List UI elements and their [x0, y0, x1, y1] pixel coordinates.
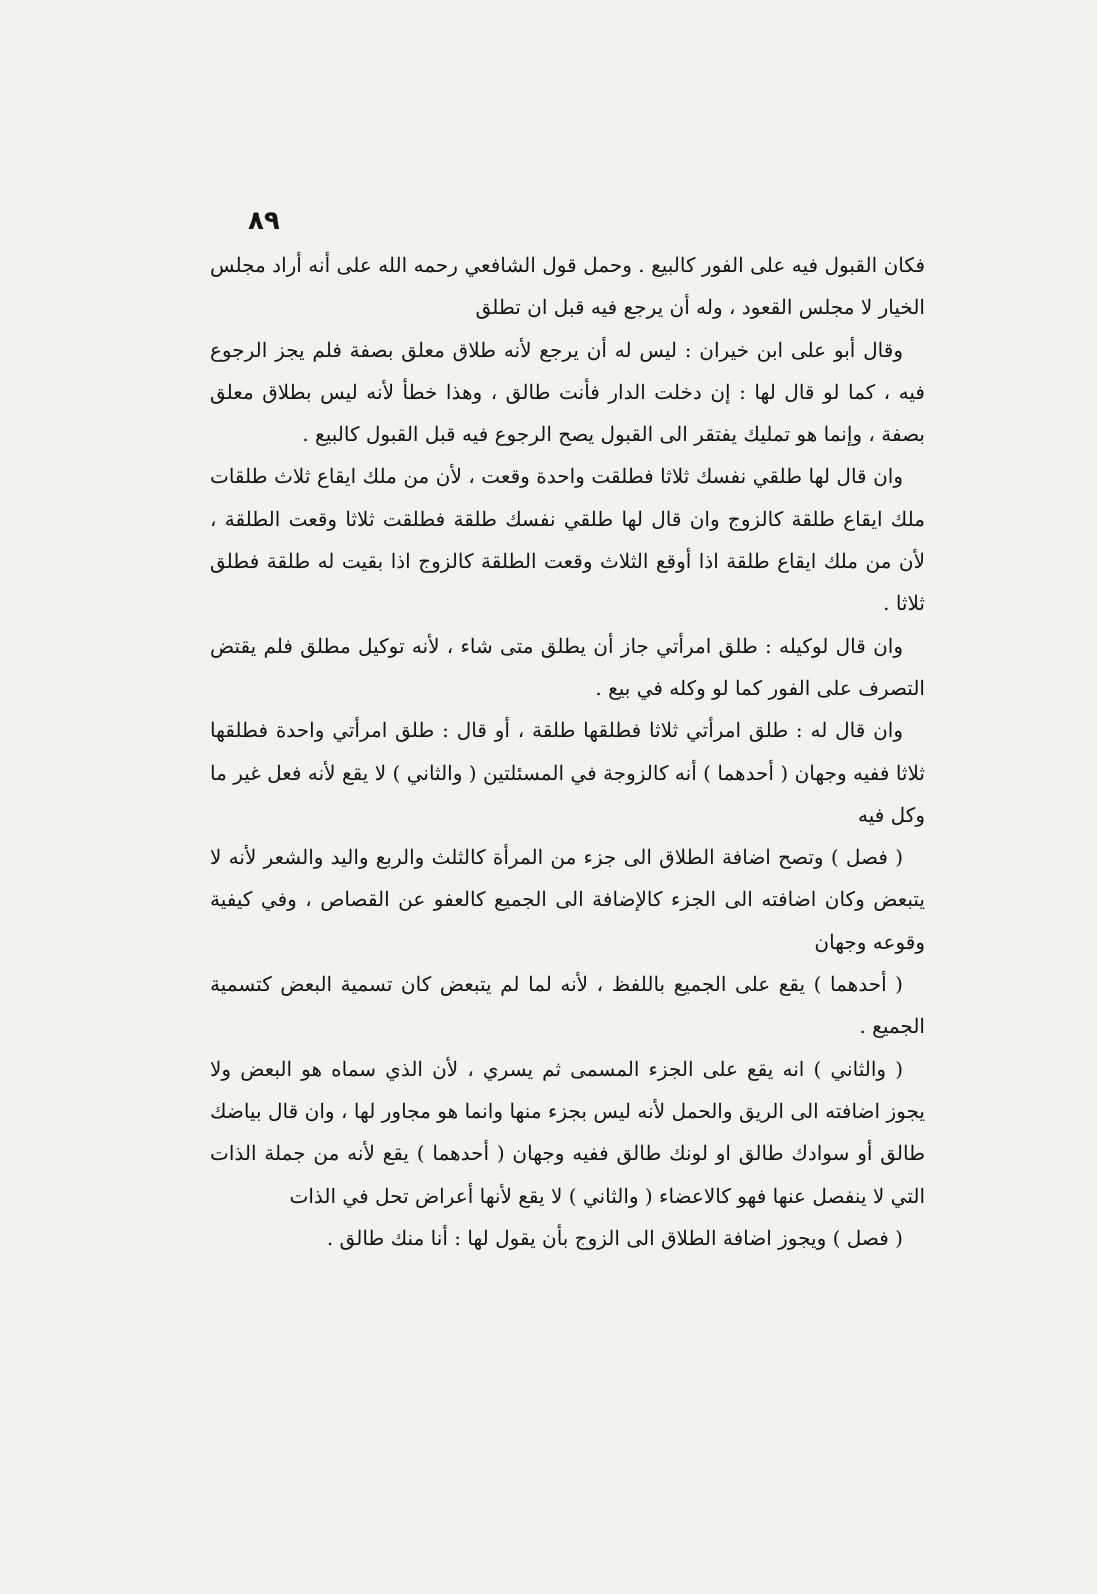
- paragraph-4: وان قال لوكيله : طلق امرأتي جاز أن يطلق متى شاء ، لأنه توكيل مطلق فلم يقتض التصرف على الفور كما لو وكله في بيع .: [210, 633, 925, 700]
- section-paragraph-2: ( فصل ) ويجوز اضافة الطلاق الى الزوج بأن يقول لها : أنا منك طالق .: [326, 1225, 903, 1250]
- paragraph-5: وان قال له : طلق امرأتي ثلاثا فطلقها طلقة ، أو قال : طلق امرأتي واحدة فطلقها ثلاثا ففيه وجهان ( أحدهما ) أنه كالزوجة في المسئلتين ( والثاني ) لا يقع لأنه فعل غير ما وكل فيه: [210, 718, 925, 827]
- paragraph-7: ( أحدهما ) يقع على الجميع باللفظ ، لأنه لما لم يتبعض كان تسمية البعض كتسمية الجميع .: [210, 972, 925, 1039]
- paragraph-8: ( والثاني ) انه يقع على الجزء المسمى ثم يسري ، لأن الذي سماه هو البعض ولا يجوز اضافته الى الريق والحمل لأنه ليس بجزء منها وانما هو مجاور لها ، وان قال بياضك طالق أو سوادك طالق او لونك طالق ففيه وجهان ( أحدهما ) يقع لأنه من جملة الذات التي لا ينفصل عنها فهو كالاعضاء ( والثاني ) لا يقع لأنها أعراض تحل في الذات: [210, 1056, 925, 1208]
- section-paragraph-1: ( فصل ) وتصح اضافة الطلاق الى جزء من المرأة كالثلث والربع واليد والشعر لأنه لا يتبعض وكان اضافته الى الجزء كالإضافة الى الجميع كالعفو عن القصاص ، وفي كيفية وقوعه وجهان: [210, 845, 925, 954]
- paragraph-2: وقال أبو على ابن خيران : ليس له أن يرجع لأنه طلاق معلق بصفة فلم يجز الرجوع فيه ، كما لو قال لها : إن دخلت الدار فأنت طالق ، وهذا خطأ لأنه ليس بطلاق معلق بصفة ، وإنما هو تمليك يفتقر الى القبول يصح الرجوع فيه قبل القبول كالبيع .: [210, 337, 925, 447]
- body-text: [210, 244, 925, 1259]
- paragraph-1: فكان القبول فيه على الفور كالبيع . وحمل قول الشافعي رحمه الله على أنه أراد مجلس الخيار لا مجلس القعود ، وله أن يرجع فيه قبل ان تطلق: [210, 253, 925, 320]
- paragraph-3: وان قال لها طلقي نفسك ثلاثا فطلقت واحدة وقعت ، لأن من ملك ايقاع ثلاث طلقات ملك ايقاع طلقة كالزوج وان قال لها طلقي نفسك طلقة فطلقت ثلاثا وقعت الطلقة ، لأن من ملك ايقاع طلقة اذا أوقع الثلاث وقعت الطلقة كالزوج اذا بقيت له طلقة فطلق ثلاثا .: [210, 464, 925, 616]
- page-number: ٨٩: [248, 206, 280, 236]
